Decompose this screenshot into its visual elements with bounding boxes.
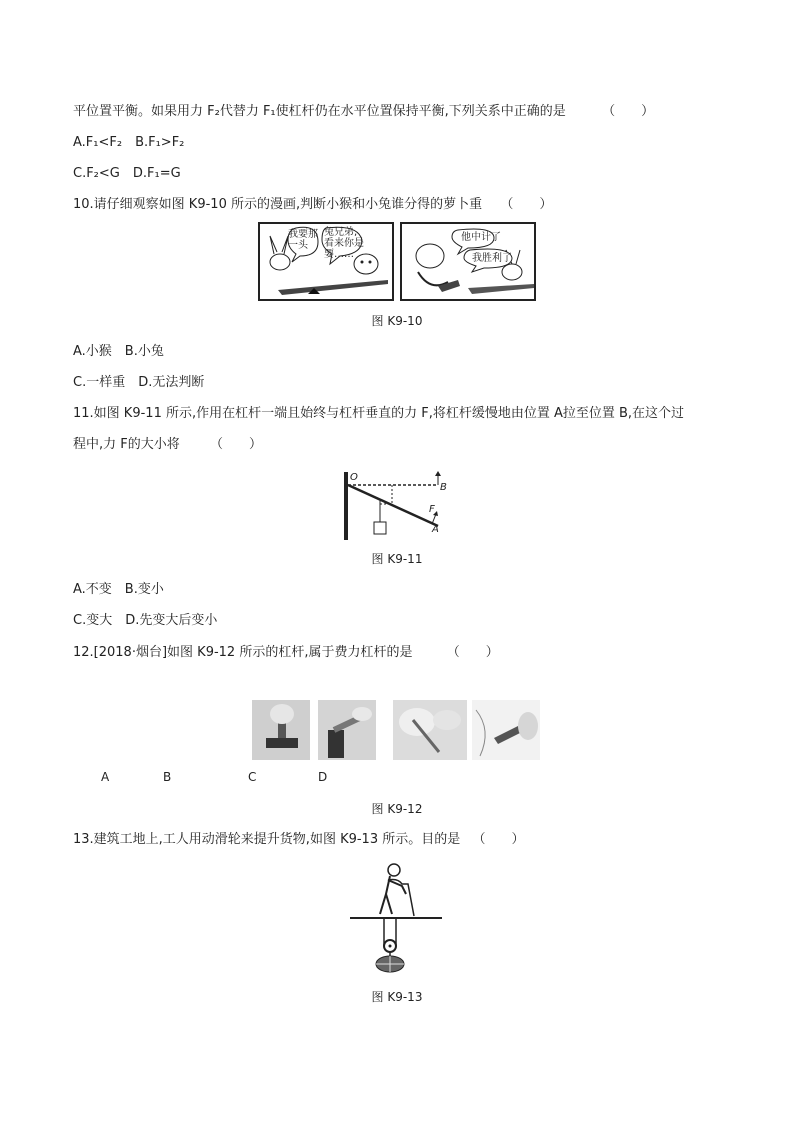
- bubble-rabbit2-text: 我胜利了: [472, 253, 512, 264]
- q9-stem-line: [73, 103, 654, 121]
- force-arrow-a: [432, 514, 436, 524]
- q11-stem-line-1: 11.如图 K9-11 所示,作用在杠杆一端且始终与杠杆垂直的力 F,将杠杆缓慢地由位置 A拉至位置 B,在这个过: [73, 406, 685, 421]
- q10-answer-paren: （ ）: [500, 197, 553, 212]
- q12-label-d: D: [318, 770, 328, 784]
- lever-label-a: A: [432, 524, 439, 535]
- q10-option-line-1: A.小猴 B.小兔: [73, 344, 164, 359]
- q11-option-line-2: C.变大 D.先变大后变小: [73, 613, 218, 628]
- q13-stem-text: 13.建筑工地上,工人用动滑轮来提升货物,如图 K9-13 所示。目的是: [73, 832, 461, 847]
- lever-label-o: O: [350, 472, 358, 483]
- q12-stem-text: 12.[2018·烟台]如图 K9-12 所示的杠杆,属于费力杠杆的是: [73, 645, 413, 660]
- q12-label-b: B: [163, 770, 172, 784]
- figure-k9-10-caption: 图 K9-10: [371, 314, 423, 328]
- q10-option-line-2: C.一样重 D.无法判断: [73, 375, 205, 390]
- rabbit-head-icon: [270, 254, 290, 270]
- figure-k9-13-caption: 图 K9-13: [371, 990, 423, 1004]
- q9-stem-text: 平位置平衡。如果用力 F₂代替力 F₁使杠杆仍在水平位置保持平衡,下列关系中正确的是: [73, 104, 566, 119]
- q12-label-a: A: [101, 770, 110, 784]
- photo-hammer: [252, 700, 310, 760]
- figure-k9-11-caption: 图 K9-11: [371, 552, 423, 566]
- q10-stem-line: [73, 196, 552, 214]
- q11-answer-paren: （ ）: [210, 437, 263, 452]
- q10-stem-text: 10.请仔细观察如图 K9-10 所示的漫画,判断小猴和小兔谁分得的萝卜重: [73, 197, 483, 212]
- rabbit-head-right-icon: [502, 264, 522, 280]
- weight-box-icon: [374, 522, 386, 534]
- figure-k9-11-lever: [342, 470, 456, 542]
- lever-label-b: B: [440, 482, 447, 493]
- bubble-monkey-text: 兔兄弟,看来你是要……: [324, 227, 364, 260]
- q11-stem-line-2: [73, 436, 262, 454]
- photo-bottle-opener: [318, 700, 376, 760]
- q13-stem-line: [73, 831, 525, 849]
- q12-answer-paren: （ ）: [446, 645, 499, 660]
- worker-body-icon: [380, 876, 406, 914]
- figure-k9-10-cartoon: [258, 222, 536, 302]
- figure-k9-13-pulley: [348, 862, 444, 976]
- lever-label-f: F: [429, 504, 435, 515]
- q13-answer-paren: （ ）: [472, 832, 525, 847]
- worker-head-icon: [388, 864, 400, 876]
- bubble-rabbit-text: 我要那一头: [288, 229, 318, 251]
- photo-pliers: [472, 700, 540, 760]
- q12-label-c: C: [248, 770, 257, 784]
- q9-answer-paren: （ ）: [602, 104, 655, 119]
- photo-tweezers: [393, 700, 451, 760]
- figure-k9-12-caption: 图 K9-12: [371, 802, 423, 816]
- pulley-svg: [348, 862, 444, 976]
- q11-stem-text: 程中,力 F的大小将: [73, 437, 180, 452]
- q11-option-line-1: A.不变 B.变小: [73, 582, 164, 597]
- monkey-head-right-icon: [416, 244, 444, 268]
- wall-icon: [344, 472, 348, 540]
- lever-position-a: [348, 485, 438, 526]
- q12-stem-line: [73, 644, 499, 662]
- q9-option-line-1: A.F₁<F₂ B.F₁>F₂: [73, 135, 185, 150]
- bubble-monkey2-text: 他中计了: [461, 232, 501, 243]
- q9-option-line-2: C.F₂<G D.F₁=G: [73, 166, 181, 181]
